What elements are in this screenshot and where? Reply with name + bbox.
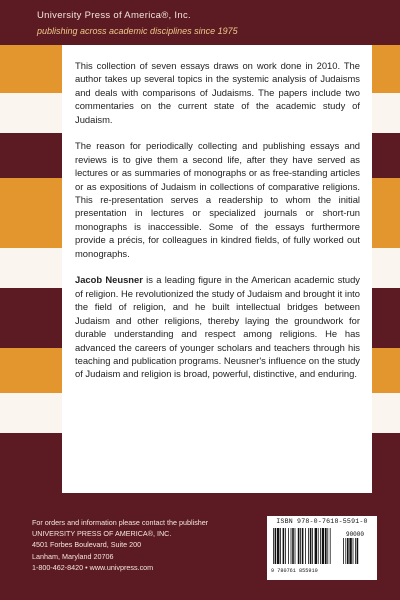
barcode-bar (280, 528, 281, 564)
barcode-bar (325, 528, 327, 564)
description-paragraph: This collection of seven essays draws on work done in 2010. The author takes up several topics in the systemic analysis of Judaisms and deals with comparisons of Judaisms. The papers include two commentaries on the current state of the academic study of Judaism. (75, 60, 360, 125)
barcode-bar (310, 528, 312, 564)
city-address: Lanham, Maryland 20706 (32, 551, 114, 561)
barcode-bar (345, 538, 346, 564)
barcode-bar (298, 528, 300, 564)
author-bio-paragraph (75, 273, 360, 380)
barcode-bar (308, 528, 309, 564)
publisher-tagline: publishing across academic disciplines since 1975 (37, 26, 238, 36)
author-bio: is a leading figure in the American academic study of religion. He revolutionized the study of Judaism and brought it into the field of religion, and he built intellectual bridges between Judaism and other religions, thereby laying the groundwork for durable understanding and respect among religions. He has advanced the careers of younger scholars and teachers through his teaching and publication programs. Neusner's influence on the study of Judaism and religion is broad, powerful, distinctive, and enduring. (75, 274, 360, 380)
barcode-bar (292, 528, 294, 564)
barcode-bar (288, 528, 289, 564)
barcode-bar (343, 538, 344, 564)
barcode-bar (275, 528, 277, 564)
street-address: 4501 Forbes Boulevard, Suite 200 (32, 540, 142, 550)
back-cover-text-panel (62, 45, 372, 493)
barcode-bar (312, 528, 313, 564)
price-code: 90000 (345, 531, 365, 538)
publisher-name: University Press of America®, Inc. (37, 10, 191, 21)
barcode-bar (302, 528, 304, 564)
barcode-bar (295, 528, 296, 564)
barcode-bar (349, 538, 351, 564)
barcode-bar (347, 538, 349, 564)
order-information (32, 517, 208, 573)
barcode-bar (273, 528, 274, 564)
barcode-bar (318, 528, 319, 564)
barcode-bar (315, 528, 317, 564)
publisher-address-name: UNIVERSITY PRESS OF AMERICA®, INC. (32, 529, 172, 539)
barcode-bar (353, 538, 354, 564)
barcode-bar (300, 528, 301, 564)
barcode-digits: 9 780761 855910 (271, 568, 318, 574)
barcode-bar (285, 528, 286, 564)
isbn-label: ISBN 978-0-7618-5591-0 (276, 518, 368, 525)
barcode-bar (327, 528, 328, 564)
barcode-bar (277, 528, 279, 564)
barcode-bar (320, 528, 321, 564)
barcode-bar (291, 528, 292, 564)
order-line: For orders and information please contact the publisher (32, 518, 209, 527)
phone-and-website: 1-800-462-8420 • www.univpress.com (32, 562, 154, 572)
barcode-bar (357, 538, 359, 564)
header-band (0, 0, 400, 45)
barcode-icon (271, 528, 373, 568)
author-name: Jacob Neusner (75, 274, 143, 286)
barcode-bar (283, 528, 285, 564)
barcode-bar (305, 528, 306, 564)
barcode-bar (322, 528, 324, 564)
description-paragraph: The reason for periodically collecting and publishing essays and reviews is to give them a second life, after they have served as lectures or as summaries of monographs or as free-standing articles or as expositions of Judaism in collections of comparative religions. This re-presentation serves a readership to whom the initial presentation in lectures or specialized journals or short-run monographs is inaccessible. Some of the essays furthermore provide a précis, for colleagues in kindred fields, of fully worked out monographs. (75, 140, 360, 259)
barcode-bar (330, 528, 331, 564)
barcode-bar (355, 538, 356, 564)
isbn-barcode (267, 516, 377, 580)
